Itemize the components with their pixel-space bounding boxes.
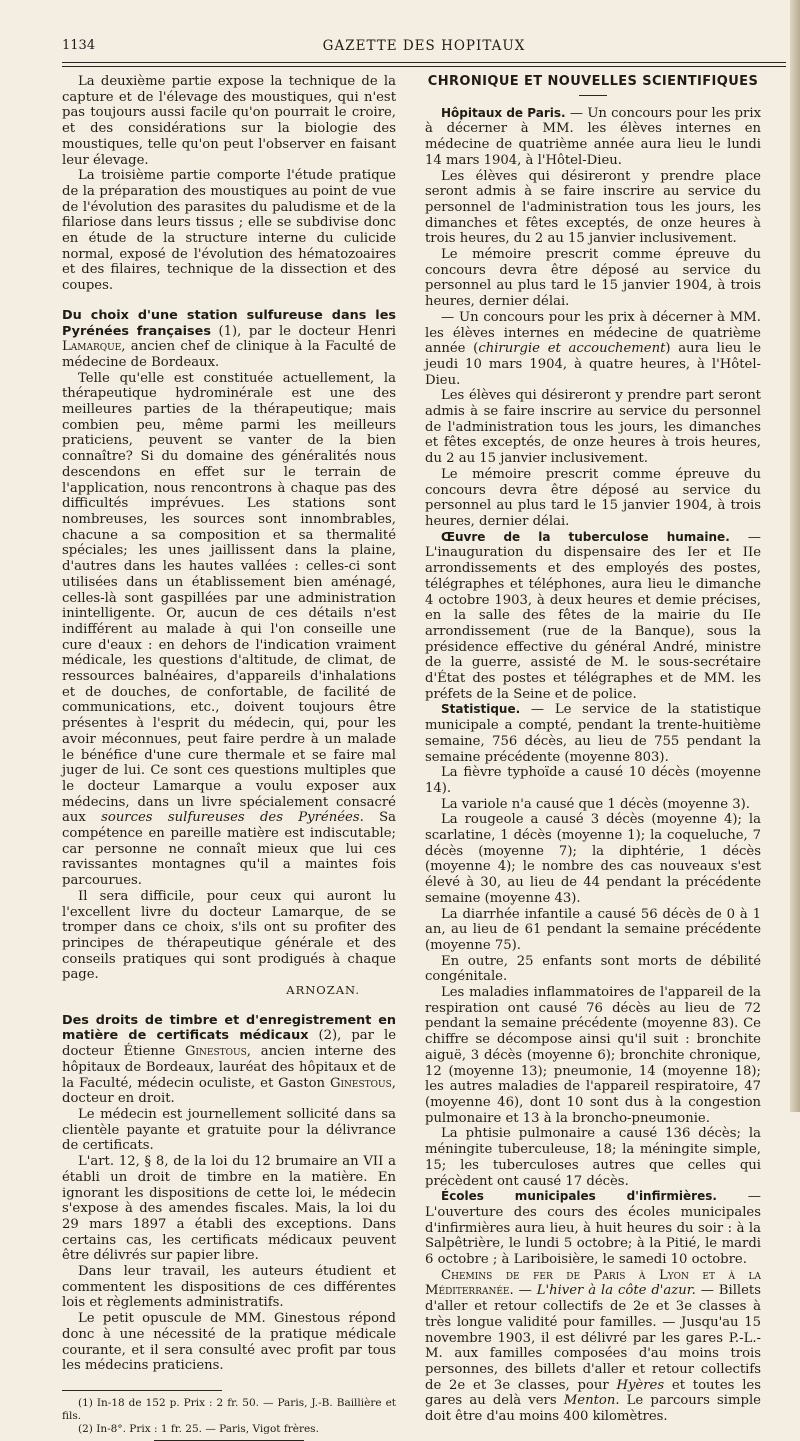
signature: ARNOZAN. bbox=[286, 983, 360, 998]
paragraph: La rougeole a causé 3 décès (moyenne 4); la scarlatine, 1 décès (moyenne 1); la coqueluche, 7 décès (moyenne 7); la diphtérie, 1 décès (moyenne 4); le nombre des cas nouveaux s'est élevé à 30, au lieu de 44 pendant la précédente semaine (moyenne 43). bbox=[425, 812, 761, 906]
footnote-rule bbox=[62, 1390, 222, 1391]
paragraph: En outre, 25 enfants sont morts de débilité congénitale. bbox=[425, 953, 761, 985]
paragraph: Il sera difficile, pour ceux qui auront lu l'excellent livre du docteur Lamarque, de se tromper dans ce choix, s'ils ont su profiter des principes de thérapeutique générale et des conseils pratiques qui sont prodigués à chaque page. bbox=[62, 888, 396, 983]
paragraph: Telle qu'elle est constituée actuellement, la thérapeutique hydrominérale est une des meilleures parties de la thérapeutique; mais combien peu, même parmi les meilleurs praticiens, peuvent se vanter de la bien connaître? Si du domaine des généralités nous descendons en effet sur le terrain de l'application, nous rencontrons à chaque pas des difficultés imprévues. Les stations sont nombreuses, les sources sont innombrables, chacune a sa composition et sa thermalité spéciales; les unes jaillissent dans la plaine, d'autres dans les hautes vallées : celles-ci sont utilisées dans un établissement bien aménagé, celles-là sont gaspillées par une administration inintelligente. Or, aucun de ces détails n'est indifférent au malade à qui l'on conseille une cure d'eaux : en dehors de l'indication vraiment médicale, les questions d'altitude, de climat, de ressources balnéaires, d'appareils d'inhalations et de douches, de confortable, de facilité de communications, etc., doivent toujours être présentes à l'esprit du médecin, qui, pour les avoir méconnues, peut faire perdre à un malade le bénéfice d'une cure thermale et se faire mal juger de lui. Ce sont ces questions multiples que le docteur Lamarque a voulu exposer aux médecins, dans un livre spécialement consacré aux sources sulfureuses des Pyrénées. Sa compétence en pareille matière est indiscutable; car personne ne connaît mieux que lui ces ravissantes montagnes qu'il a maintes fois parcourues. bbox=[62, 370, 397, 889]
paragraph: La variole n'a causé que 1 décès (moyenne 3). bbox=[441, 796, 750, 812]
book-title: sources sulfureuses des Pyrénées bbox=[101, 810, 360, 826]
paragraph: La troisième partie comporte l'étude pratique de la préparation des moustiques au point de vue de l'évolution des parasites du paludisme et de la filariose dans leurs tissus ; elle se subdivise donc en étude de la structure interne du culicide normal, exposé de l'évolution des hématozoaires et des filaires, technique de la dissection et des coupes. bbox=[62, 168, 396, 294]
news-item-chemins-de-fer: Chemins de fer de Paris à Lyon et à la Méditerranée. — L'hiver à la côte d'azur. — Billets d'aller et retour collectifs de 2e et 3e classes à très longue validité pour familles. — Jusqu'au 15 novembre 1903, il est délivré par les gares P.-L.-M. aux familles composées d'au moins trois personnes, des billets d'aller et retour collectifs de 2e et 3e classes, pour Hyères et toutes les gares au delà vers Menton. Le parcours simple doit être d'au moins 400 kilomètres. bbox=[425, 1267, 761, 1425]
review-heading-lamarque: Du choix d'une station sulfureuse dans les Pyrénées françaises (1), par le docteur Henri Lamarque, ancien chef de clinique à la Faculté de médecine de Bordeaux. bbox=[62, 307, 396, 370]
paragraph: La fièvre typhoïde a causé 10 décès (moyenne 14). bbox=[425, 765, 761, 796]
page-header bbox=[62, 38, 786, 60]
item-heading: Écoles municipales d'infirmières. bbox=[441, 1189, 717, 1204]
header-rule-thin bbox=[62, 66, 786, 67]
news-item-hopitaux: Hôpitaux de Paris. — Un concours pour les prix à décerner à MM. les élèves internes en médecine de quatrième année aura lieu le lundi 14 mars 1904, à l'Hôtel-Dieu. bbox=[425, 105, 762, 168]
paragraph: La diarrhée infantile a causé 56 décès de 0 à 1 an, au lieu de 61 pendant la semaine précédente (moyenne 75). bbox=[425, 906, 761, 953]
item-heading: Hôpitaux de Paris. bbox=[441, 105, 566, 120]
paragraph: Les élèves qui désireront y prendre part seront admis à se faire inscrire au service du personnel de l'administration tous les jours, les dimanches et fêtes exceptés, de onze heures à trois heures, du 2 au 15 janvier inclusivement. bbox=[425, 388, 761, 467]
paragraph: L'art. 12, § 8, de la loi du 12 brumaire an VII a établi un droit de timbre en la matière. En ignorant les dispositions de cette loi, le médecin s'expose à des amendes fiscales. Mais, la loi du 29 mars 1897 a établi des exceptions. Dans certains cas, les certificats médicaux peuvent être délivrés sur papier libre. bbox=[62, 1154, 396, 1264]
paragraph: La deuxième partie expose la technique de la capture et de l'élevage des moustiques, qui n'est pas toujours aussi facile qu'on pourrait le croire, et des considérations sur la biologie des moustiques, telle qu'on peut l'observer en faisant leur élevage. bbox=[62, 74, 396, 168]
paragraph: Les élèves qui désireront y prendre place seront admis à se faire inscrire au service du personnel de l'administration tous les jours, les dimanches et fêtes exceptés, de onze heures à trois heures, du 2 au 15 janvier inclusivement. bbox=[425, 168, 761, 247]
page-edge bbox=[790, 0, 800, 1112]
paragraph: Les maladies inflammatoires de l'appareil de la respiration ont causé 76 décès au lieu de 72 pendant la semaine précédente (moyenne 83). Ce chiffre se décompose ainsi qu'il suit : bronchite aiguë, 3 décès (moyenne 6); bronchite chronique, 12 (moyenne 13); pneumonie, 14 (moyenne 18); les autres maladies de l'appareil respiratoire, 47 (moyenne 46), dont 10 sont dus à la congestion pulmonaire et 13 à la broncho-pneumonie. bbox=[425, 985, 761, 1126]
author-name: Ginestous bbox=[329, 1075, 392, 1091]
paragraph: Le mémoire prescrit comme épreuve du concours devra être déposé au service du personnel au plus tard le 15 janvier 1904, à trois heures, dernier délai. bbox=[425, 247, 761, 310]
review-title: Du choix d'une station sulfureuse dans les Pyrénées françaises bbox=[62, 307, 396, 339]
publication-title: GAZETTE DES HOPITAUX bbox=[322, 38, 526, 54]
paragraph: Dans leur travail, les auteurs étudient et commentent les dispositions de ces différentes lois et règlements administratifs. bbox=[62, 1264, 396, 1311]
review-title: Des droits de timbre et d'enregistrement en matière de certificats médicaux bbox=[62, 1012, 396, 1044]
author-name: Ginestous bbox=[184, 1044, 247, 1060]
author-name: Lamarque bbox=[62, 339, 122, 355]
item-heading: Chemins de fer de Paris à Lyon et à la Méditerranée. bbox=[425, 1267, 761, 1299]
item-heading: Œuvre de la tuberculose humaine. bbox=[441, 529, 730, 544]
paragraph: Le mémoire prescrit comme épreuve du concours devra être déposé au service du personnel au plus tard le 15 janvier 1904, à trois heures, dernier délai. bbox=[425, 466, 761, 529]
header-rule bbox=[62, 62, 786, 63]
paragraph: — Un concours pour les prix à décerner à MM. les élèves internes en médecine de quatrième année (chirurgie et accouchement) aura lieu le jeudi 10 mars 1904, à quatre heures, à l'Hôtel-Dieu. bbox=[425, 309, 761, 388]
title-rule bbox=[579, 95, 607, 96]
news-item-ecoles: Écoles municipales d'infirmières. — L'ouverture des cours des écoles municipales d'infirmières aura lieu, à huit heures du soir : à la Salpêtrière, le lundi 5 octobre; à la Pitié, le mardi 6 octobre ; à Lariboisière, le samedi 10 octobre. bbox=[425, 1189, 761, 1268]
review-heading-ginestous: Des droits de timbre et d'enregistrement en matière de certificats médicaux (2), par le docteur Étienne Ginestous, ancien interne des hôpitaux de Bordeaux, lauréat des hôpitaux et de la Faculté, médecin oculiste, et Gaston Ginestous, docteur en droit. bbox=[62, 1012, 396, 1107]
paragraph: Le médecin est journellement sollicité dans sa clientèle payante et gratuite pour la délivrance de certificats. bbox=[62, 1107, 396, 1154]
paragraph: La phtisie pulmonaire a causé 136 décès; la méningite tuberculeuse, 18; la méningite simple, 15; les tuberculoses autres que celles qui précèdent ont causé 17 décès. bbox=[425, 1126, 761, 1189]
section-title: CHRONIQUE ET NOUVELLES SCIENTIFIQUES bbox=[427, 74, 759, 89]
paragraph: Le petit opuscule de MM. Ginestous répond donc à une nécessité de la pratique médicale courante, et il sera consulté avec profit par tous les médecins praticiens. bbox=[62, 1311, 396, 1374]
footnote: (2) In-8°. Prix : 1 fr. 25. — Paris, Vigot frères. bbox=[78, 1422, 319, 1435]
left-column bbox=[62, 74, 396, 1441]
item-heading: Statistique. bbox=[441, 702, 521, 717]
right-column bbox=[425, 74, 761, 1425]
news-item-statistique: Statistique. — Le service de la statistique municipale a compté, pendant la trente-huitième semaine, 756 décès, au lieu de 755 pendant la semaine précédente (moyenne 803). bbox=[425, 702, 761, 765]
news-item-tuberculose: Œuvre de la tuberculose humaine. — L'inauguration du dispensaire des Ier et IIe arrondissements et des employés des postes, télégraphes et téléphones, aura lieu le dimanche 4 octobre 1903, à deux heures et demie précises, en la salle des fêtes de la mairie du IIe arrondissement (rue de la Banque), sous la présidence effective du général André, ministre de la guerre, assisté de M. le sous-secrétaire d'État des postes et télégraphes et de MM. les préfets de la Seine et de police. bbox=[425, 529, 761, 702]
page-number: 1134 bbox=[62, 38, 96, 53]
footnote: (1) In-18 de 152 p. Prix : 2 fr. 50. — Paris, J.-B. Baillière et fils. bbox=[62, 1396, 396, 1422]
